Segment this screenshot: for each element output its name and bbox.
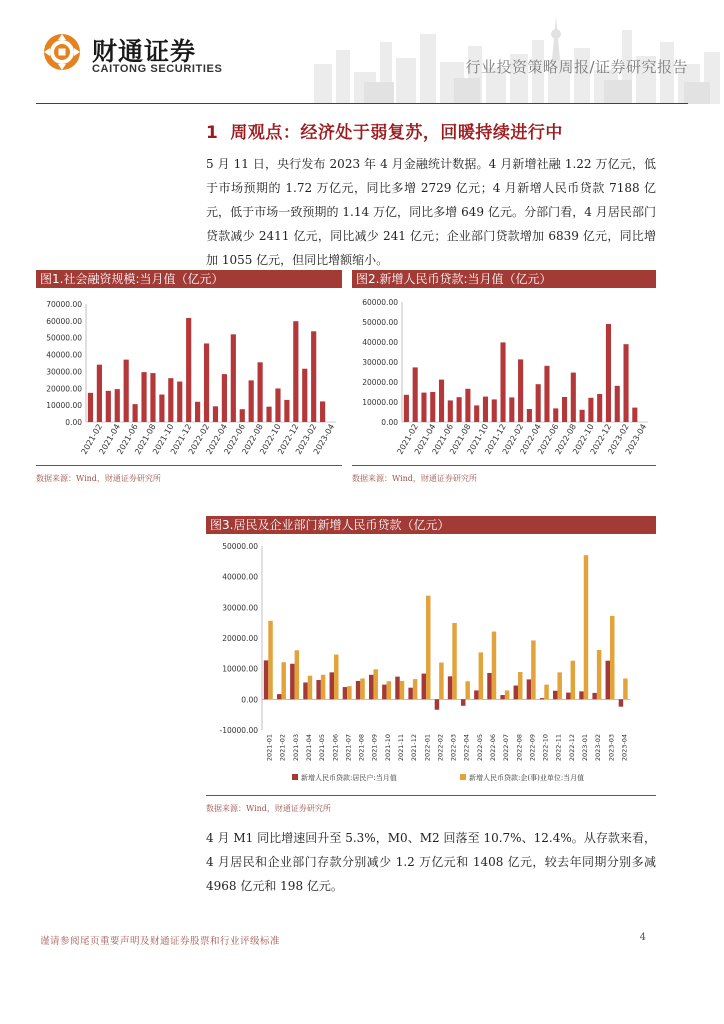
bar-household (487, 673, 491, 699)
page-number: 4 (639, 932, 646, 943)
x-tick-label: 2023-04 (311, 422, 337, 456)
figure1-source: 数据来源：Wind，财通证券研究所 (36, 474, 161, 483)
bar (88, 393, 93, 422)
bar-corporate (426, 596, 430, 700)
bar (266, 407, 271, 422)
legend-label: 新增人民币贷款:居民户:当月值 (301, 774, 397, 782)
figure2-rule (352, 465, 656, 466)
x-tick-label: 2023-04 (620, 734, 629, 762)
bar (249, 380, 254, 422)
bar-household (579, 691, 583, 699)
x-tick-label: 2021-04 (97, 422, 122, 456)
bar-household (540, 698, 544, 699)
x-tick-label: 2022-12 (276, 422, 301, 456)
bar (623, 344, 628, 422)
y-tick-label: -10000.00 (219, 726, 258, 735)
bar-household (330, 672, 334, 699)
y-tick-label: 40000.00 (46, 350, 82, 360)
y-tick-label: 30000.00 (46, 367, 82, 377)
bar (553, 408, 558, 422)
x-tick-label: 2021-04 (305, 734, 313, 762)
bar-corporate (492, 632, 496, 700)
bar (195, 402, 200, 422)
bar-household (461, 699, 465, 705)
y-tick-label: 10000.00 (362, 398, 398, 407)
bar-household (290, 664, 294, 700)
x-tick-label: 2022-05 (475, 734, 484, 762)
x-tick-label: 2022-01 (423, 734, 432, 762)
bar-household (369, 675, 373, 700)
bar-corporate (347, 686, 351, 699)
bar-corporate (400, 681, 404, 699)
bar (213, 406, 218, 422)
y-tick-label: 30000.00 (362, 358, 398, 367)
y-tick-label: 10000.00 (222, 664, 258, 674)
bar (320, 401, 325, 422)
bar (159, 395, 164, 422)
x-tick-label: 2021-08 (448, 422, 473, 456)
bar-corporate (557, 672, 561, 699)
bar (413, 367, 418, 422)
bar (580, 410, 585, 422)
x-tick-label: 2022-06 (535, 422, 561, 456)
x-tick-label: 2021-07 (344, 734, 353, 762)
x-tick-label: 2021-08 (133, 422, 158, 456)
x-tick-label: 2023-03 (607, 734, 616, 762)
bar (562, 397, 567, 422)
bar-corporate (505, 690, 509, 699)
section-title-text: 周观点：经济处于弱复苏，回暖持续进行中 (230, 123, 563, 143)
caitong-logo-icon (42, 32, 82, 72)
bar-household (527, 679, 531, 699)
y-tick-label: 40000.00 (362, 338, 398, 347)
bar (457, 397, 462, 422)
section-number: 1 (206, 123, 219, 143)
x-tick-label: 2022-06 (489, 734, 497, 762)
bar-corporate (597, 650, 601, 699)
figure2-chart (352, 296, 656, 462)
bar-household (264, 660, 268, 699)
bar (465, 389, 470, 422)
x-tick-label: 2023-04 (623, 422, 649, 456)
bar (536, 384, 541, 422)
bar (231, 334, 236, 422)
bar-household (303, 682, 307, 699)
x-tick-label: 2022-04 (518, 422, 543, 456)
bar-household (316, 680, 320, 699)
y-tick-label: 50000.00 (362, 318, 398, 327)
bar-household (277, 694, 281, 699)
x-tick-label: 2022-11 (554, 734, 563, 762)
bar (177, 382, 182, 422)
x-tick-label: 2021-06 (115, 422, 140, 456)
bar-corporate (584, 555, 588, 699)
bar (597, 394, 602, 422)
bar (141, 372, 146, 422)
brand-name-cn: 财通证券 (92, 37, 197, 66)
x-tick-label: 2021-04 (412, 422, 438, 456)
bar (509, 397, 514, 422)
bar (448, 400, 453, 422)
x-tick-label: 2023-02 (594, 734, 603, 762)
y-tick-label: 70000.00 (46, 300, 82, 309)
bar-corporate (518, 672, 522, 699)
x-tick-label: 2021-03 (291, 734, 300, 762)
bar (293, 321, 298, 422)
bar (606, 324, 611, 422)
x-tick-label: 2023-01 (581, 734, 589, 762)
bar (421, 393, 426, 422)
bar (222, 374, 227, 422)
y-tick-label: 20000.00 (46, 384, 82, 394)
bar (430, 392, 435, 422)
x-tick-label: 2022-06 (222, 422, 247, 456)
figure2-caption: 图2.新增人民币贷款:当月值（亿元） (352, 270, 656, 288)
y-tick-label: 20000.00 (362, 378, 398, 387)
bar (588, 398, 593, 422)
bar (150, 373, 155, 422)
figure3-caption: 图3.居民及企业部门新增人民币贷款（亿元） (206, 516, 656, 534)
x-tick-label: 2021-12 (483, 422, 508, 456)
bar-corporate (268, 621, 272, 700)
x-tick-label: 2022-02 (436, 734, 445, 762)
bar-corporate (373, 669, 377, 699)
bar (133, 404, 138, 422)
y-tick-label: 50000.00 (222, 542, 258, 551)
bar-household (408, 688, 412, 700)
bar (258, 362, 263, 422)
bar (492, 399, 497, 422)
bar-household (422, 674, 426, 700)
bar (527, 409, 532, 422)
paragraph-financial-data: 5 月 11 日，央行发布 2023 年 4 月金融统计数据。4 月新增社融 1.22 万亿元，低于市场预期的 1.72 万亿元，同比多增 2729 亿元；4 月新增人民币贷款 7188 亿元，低于市场一致预期的 1.14 万亿，同比多增 649 亿元。分部门看，4 月居民部门贷款减少 2411 亿元，同比减少 241 亿元；企业部门贷款增加 6839 亿元，同比增加 1055 亿元，但同比增额缩小。 (206, 157, 656, 267)
bar-household (343, 687, 347, 699)
figure3-source: 数据来源：Wind，财通证券研究所 (206, 804, 331, 813)
bar-household (553, 691, 557, 700)
x-tick-label: 2021-10 (465, 422, 491, 456)
bar (500, 342, 505, 422)
bar-corporate (531, 640, 535, 699)
report-type: 行业投资策略周报/证券研究报告 (465, 58, 688, 76)
x-tick-label: 2021-08 (357, 734, 366, 762)
bar (483, 397, 488, 422)
y-tick-label: 0.00 (241, 695, 258, 705)
section-title (206, 118, 563, 143)
y-tick-label: 10000.00 (46, 401, 82, 411)
bar-corporate (281, 662, 285, 699)
figure3-rule (206, 795, 656, 796)
bar-corporate (295, 650, 299, 699)
bar (615, 386, 620, 422)
page-header (0, 0, 724, 104)
x-tick-label: 2022-04 (204, 422, 230, 456)
bar (518, 359, 523, 422)
bar (404, 395, 409, 422)
x-tick-label: 2022-02 (500, 422, 526, 456)
x-tick-label: 2022-02 (186, 422, 212, 456)
x-tick-label: 2022-12 (567, 734, 576, 762)
x-tick-label: 2021-05 (318, 734, 327, 762)
y-tick-label: 0.00 (65, 418, 82, 427)
bar-corporate (439, 663, 443, 700)
bar (544, 366, 549, 422)
y-tick-label: 30000.00 (222, 603, 258, 613)
y-tick-label: 50000.00 (46, 333, 82, 343)
footer-disclaimer: 谨请参阅尾页重要声明及财通证券股票和行业评级标准 (40, 936, 281, 947)
bar-corporate (360, 678, 364, 699)
x-tick-label: 2021-02 (79, 422, 105, 456)
x-tick-label: 2022-10 (541, 734, 550, 762)
x-tick-label: 2021-12 (410, 734, 419, 762)
bar-corporate (321, 675, 325, 700)
bar-corporate (571, 661, 575, 700)
bar (302, 369, 307, 422)
bar-corporate (452, 623, 456, 699)
x-tick-label: 2021-06 (331, 734, 340, 762)
header-divider (36, 103, 688, 104)
x-tick-label: 2021-02 (395, 422, 420, 456)
bar-corporate (610, 616, 614, 699)
legend-swatch (460, 774, 466, 780)
bar (124, 360, 129, 422)
y-tick-label: 0.00 (381, 418, 398, 427)
x-tick-label: 2023-02 (606, 422, 631, 456)
x-tick-label: 2021-09 (370, 734, 379, 762)
x-tick-label: 2021-10 (383, 734, 392, 762)
x-tick-label: 2021-10 (151, 422, 176, 456)
bar-household (435, 699, 439, 709)
x-tick-label: 2021-12 (168, 422, 194, 456)
x-tick-label: 2022-03 (449, 734, 458, 762)
bar-corporate (623, 678, 627, 699)
bar (186, 318, 191, 422)
bar-household (474, 690, 478, 699)
bar-household (500, 695, 504, 699)
bar-household (619, 699, 623, 706)
bar-household (395, 677, 399, 700)
bar (571, 373, 576, 422)
bar-household (514, 686, 518, 700)
bar (168, 378, 173, 422)
bar (115, 389, 120, 422)
y-tick-label: 60000.00 (362, 298, 398, 307)
x-tick-label: 2022-08 (515, 734, 524, 762)
bar (284, 400, 289, 422)
bar-corporate (479, 652, 483, 699)
bar (632, 408, 637, 422)
x-tick-label: 2021-01 (265, 734, 274, 762)
y-tick-label: 40000.00 (222, 572, 258, 582)
bar-corporate (465, 681, 469, 699)
legend-swatch (292, 774, 298, 780)
figure3-chart (206, 538, 656, 790)
bar-household (566, 693, 570, 700)
brand-name-en: CAITONG SECURITIES (92, 63, 223, 75)
bar (97, 365, 102, 422)
y-tick-label: 20000.00 (222, 634, 258, 643)
bar-household (592, 693, 596, 699)
bar-household (356, 681, 360, 699)
bar (311, 331, 316, 422)
y-tick-label: 60000.00 (46, 316, 82, 326)
x-tick-label: 2021-06 (430, 422, 456, 456)
bar-corporate (387, 681, 391, 699)
bar (439, 380, 444, 422)
x-tick-label: 2022-08 (553, 422, 579, 456)
x-tick-label: 2022-10 (258, 422, 283, 456)
x-tick-label: 2022-04 (462, 734, 471, 762)
x-tick-label: 2022-08 (240, 422, 265, 456)
paragraph-money-supply: 4 月 M1 同比增速回升至 5.3%，M0、M2 回落至 10.7%、12.4%。从存款来看，4 月居民和企业部门存款分别减少 1.2 万亿元和 1408 亿元，较去年同期分别多减 4968 亿元和 198 亿元。 (206, 831, 656, 893)
x-tick-label: 2021-11 (397, 734, 405, 762)
bar-household (448, 676, 452, 699)
bar (474, 405, 479, 422)
x-tick-label: 2021-02 (278, 734, 287, 762)
bar-corporate (544, 685, 548, 700)
bar-household (606, 661, 610, 700)
bar-corporate (413, 679, 417, 699)
bar-household (382, 685, 386, 700)
x-tick-label: 2022-10 (571, 422, 596, 456)
legend-label: 新增人民币贷款:企(事)业单位:当月值 (469, 774, 585, 782)
x-tick-label: 2022-07 (502, 734, 511, 762)
bar (240, 409, 245, 422)
x-tick-label: 2022-09 (528, 734, 537, 762)
x-tick-label: 2022-12 (588, 422, 614, 456)
figure1-rule (36, 465, 342, 466)
x-tick-label: 2023-02 (293, 422, 319, 456)
bar (275, 388, 280, 422)
bar (106, 391, 111, 422)
figure1-caption: 图1.社会融资规模:当月值（亿元） (36, 270, 342, 288)
bar-corporate (308, 676, 312, 700)
bar (204, 343, 209, 422)
figure2-source: 数据来源：Wind，财通证券研究所 (352, 474, 477, 483)
bar-corporate (334, 655, 338, 700)
figure1-chart (36, 296, 342, 462)
